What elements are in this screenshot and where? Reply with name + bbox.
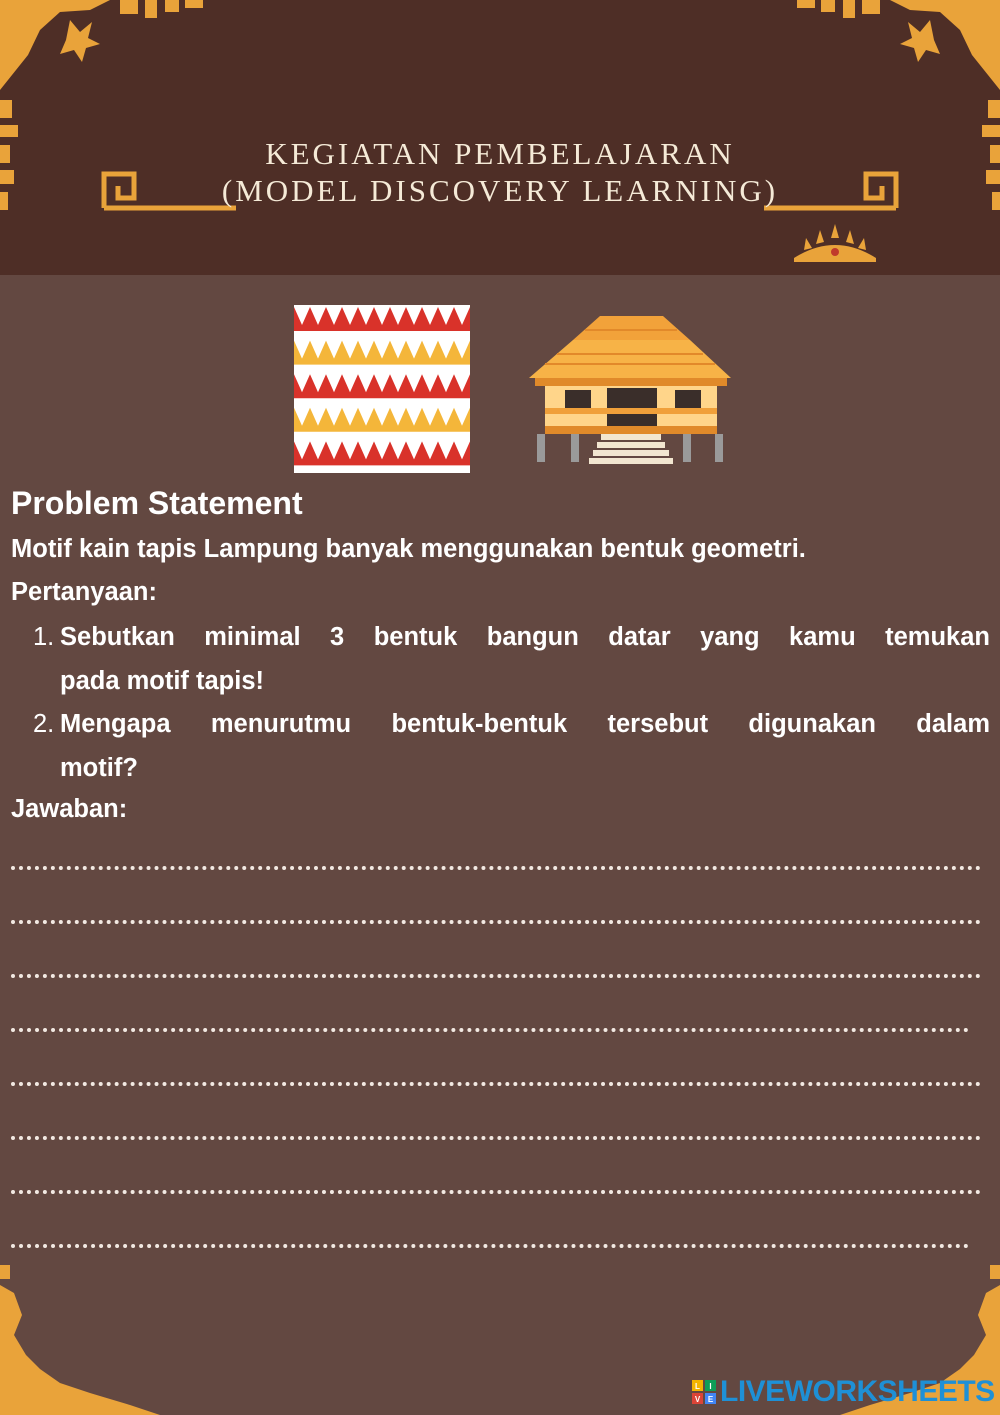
- answer-line[interactable]: [11, 1136, 981, 1140]
- question-number: 2.: [33, 710, 55, 738]
- tapis-pattern-image: [294, 305, 470, 473]
- answer-line[interactable]: [11, 1244, 969, 1248]
- answer-line[interactable]: [11, 974, 981, 978]
- answer-line[interactable]: [11, 866, 981, 870]
- crown-icon: [790, 222, 880, 264]
- bottom-left-ornament: [0, 1265, 160, 1415]
- liveworksheets-watermark: [692, 1375, 995, 1409]
- question-label: Pertanyaan:: [11, 578, 157, 606]
- answer-line[interactable]: [11, 1082, 981, 1086]
- question-text-line: motif?: [60, 753, 138, 782]
- section-heading: Problem Statement: [11, 485, 303, 521]
- liveworksheets-logo-icon: [692, 1380, 716, 1404]
- logo-letter: E: [707, 1395, 714, 1404]
- logo-letter: L: [695, 1382, 700, 1391]
- question-text-line: pada motif tapis!: [60, 666, 265, 695]
- logo-letter: V: [694, 1395, 701, 1404]
- page-title: [0, 135, 1000, 209]
- question-item: [33, 616, 990, 703]
- answer-line[interactable]: [11, 1028, 969, 1032]
- title-line-2: (MODEL DISCOVERY LEARNING): [221, 173, 779, 208]
- traditional-house-image: [525, 312, 735, 467]
- logo-letter: I: [709, 1382, 712, 1391]
- title-line-1: KEGIATAN PEMBELAJARAN: [265, 136, 735, 171]
- question-text-line: Sebutkan minimal 3 bentuk bangun datar yang kamu temukan: [60, 623, 990, 651]
- answer-label: Jawaban:: [11, 795, 128, 823]
- answer-line[interactable]: [11, 1190, 981, 1194]
- question-number: 1.: [33, 623, 55, 651]
- question-item: [33, 703, 990, 790]
- question-text-line: Mengapa menurutmu bentuk-bentuk tersebut digunakan dalam: [60, 710, 990, 738]
- answer-line[interactable]: [11, 920, 981, 924]
- problem-statement: Motif kain tapis Lampung banyak menggunakan bentuk geometri.: [11, 535, 806, 563]
- watermark-text: LIVEWORKSHEETS: [720, 1375, 995, 1408]
